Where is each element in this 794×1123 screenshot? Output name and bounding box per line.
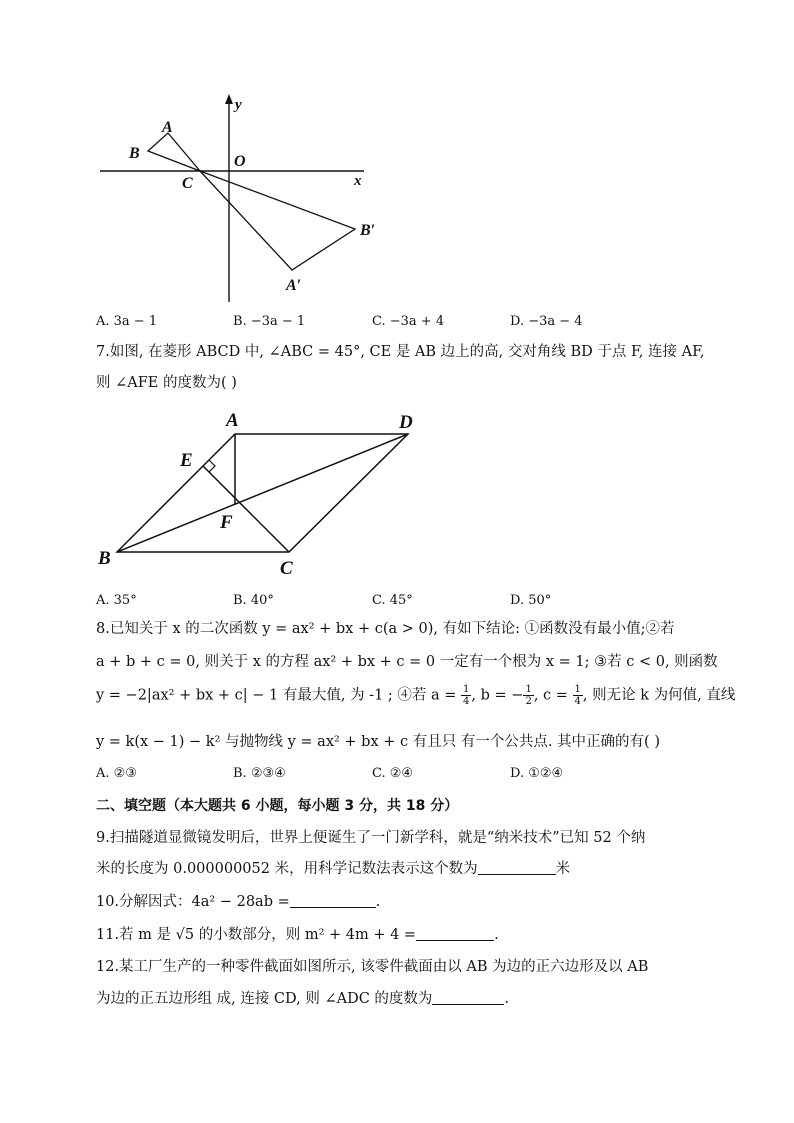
- q12-line2: [96, 989, 736, 1009]
- section-fill-in-heading: 二、填空题（本大题共 6 小题，每小题 3 分，共 18 分）: [96, 798, 459, 814]
- label-bprime: B′: [360, 222, 376, 239]
- q7-line2: 则 ∠AFE 的度数为( ): [96, 375, 237, 391]
- fraction-b: $\frac{1}{2}$: [525, 684, 532, 707]
- label-a: A: [162, 119, 173, 136]
- q7-option-d[interactable]: D. 50°: [510, 593, 552, 608]
- q6-option-d[interactable]: D. −3a − 4: [510, 314, 583, 329]
- q9-line1: 9.扫描隧道显微镜发明后，世界上便诞生了一门新学科，就是“纳米技术”已知 52 个纳: [96, 830, 646, 846]
- label-a: A: [226, 410, 239, 431]
- q7-option-c[interactable]: C. 45°: [372, 593, 413, 608]
- q11-answer-blank[interactable]: [416, 926, 494, 941]
- label-d: D: [399, 412, 413, 433]
- q10-text: 10.分解因式：4a² − 28ab =: [96, 894, 290, 910]
- label-b: B: [98, 548, 111, 569]
- q8-line2: a + b + c = 0, 则关于 x 的方程 ax² + bx + c = 0 一定有一个根为 x = 1; ③若 c < 0, 则函数: [96, 654, 718, 670]
- label-x: x: [354, 173, 362, 189]
- fraction-a: $\frac{1}{4}$: [463, 684, 470, 707]
- diagonal-bd: [117, 434, 408, 552]
- q8-line3-end: , 则无论 k 为何值, 直线: [582, 687, 736, 704]
- q8-b-text: , b = −: [471, 687, 524, 704]
- q12-end: .: [504, 991, 510, 1007]
- q8-c-text: , c =: [533, 687, 573, 704]
- fraction-c: $\frac{1}{4}$: [574, 684, 581, 707]
- q12-line1: 12.某工厂生产的一种零件截面如图所示, 该零件截面由以 AB 为边的正六边形及以 AB: [96, 959, 649, 975]
- q7-options: [96, 593, 716, 615]
- q6-option-c[interactable]: C. −3a + 4: [372, 314, 445, 329]
- q8-line3-start: y = −2|ax² + bx + c| − 1 有最大值, 为 -1 ; ④若 a =: [96, 687, 462, 704]
- q6-option-a[interactable]: A. 3a − 1: [96, 314, 158, 329]
- q8-options: [96, 766, 716, 788]
- triangle-apbpc: [200, 171, 355, 270]
- q8-option-c[interactable]: C. ②④: [372, 766, 414, 781]
- q8-option-d[interactable]: D. ①②④: [510, 766, 564, 781]
- label-y: y: [235, 97, 242, 113]
- q8-option-b[interactable]: B. ②③④: [233, 766, 286, 781]
- label-aprime: A′: [286, 277, 302, 294]
- q9-answer-blank[interactable]: [478, 860, 556, 875]
- y-axis-arrow: [225, 94, 233, 104]
- label-b: B: [129, 145, 140, 162]
- q11-line: [96, 925, 736, 945]
- q9-line2: [96, 859, 736, 879]
- label-f: F: [220, 512, 233, 533]
- q8-line4: y = k(x − 1) − k² 与抛物线 y = ax² + bx + c 有且只 有一个公共点. 其中正确的有( ): [96, 734, 660, 750]
- label-o: O: [234, 153, 246, 170]
- label-c: C: [280, 558, 293, 579]
- q8-line1: 8.已知关于 x 的二次函数 y = ax² + bx + c(a > 0), 有如下结论: ①函数没有最小值;②若: [96, 621, 675, 637]
- q7-line1: 7.如图, 在菱形 ABCD 中, ∠ABC = 45°, CE 是 AB 边上的高, 交对角线 BD 于点 F, 连接 AF,: [96, 344, 705, 360]
- q11-end: .: [494, 927, 499, 943]
- label-c: C: [182, 175, 193, 192]
- right-angle-mark: [209, 460, 215, 472]
- q8-option-a[interactable]: A. ②③: [96, 766, 137, 781]
- q6-options: [96, 314, 716, 336]
- q6-option-b[interactable]: B. −3a − 1: [233, 314, 306, 329]
- q9-unit: 米: [555, 861, 571, 877]
- q10-end: .: [375, 894, 381, 910]
- altitude-ce: [203, 466, 289, 552]
- q11-text: 11.若 m 是 √5 的小数部分，则 m² + 4m + 4 =: [96, 927, 417, 943]
- q6-figure: [96, 92, 386, 307]
- q9-line2-text: 米的长度为 0.000000052 米，用科学记数法表示这个数为: [96, 861, 478, 877]
- q7-option-b[interactable]: B. 40°: [233, 593, 274, 608]
- q12-line2-text: 为边的正五边形组 成, 连接 CD, 则 ∠ADC 的度数为: [96, 991, 433, 1007]
- q10-line: [96, 892, 736, 912]
- q10-answer-blank[interactable]: [290, 893, 376, 908]
- triangle-abc: [148, 133, 200, 171]
- q7-option-a[interactable]: A. 35°: [96, 593, 137, 608]
- q12-answer-blank[interactable]: [432, 990, 504, 1005]
- label-e: E: [180, 450, 193, 471]
- q8-line3: [96, 684, 736, 707]
- q7-figure: [92, 404, 432, 584]
